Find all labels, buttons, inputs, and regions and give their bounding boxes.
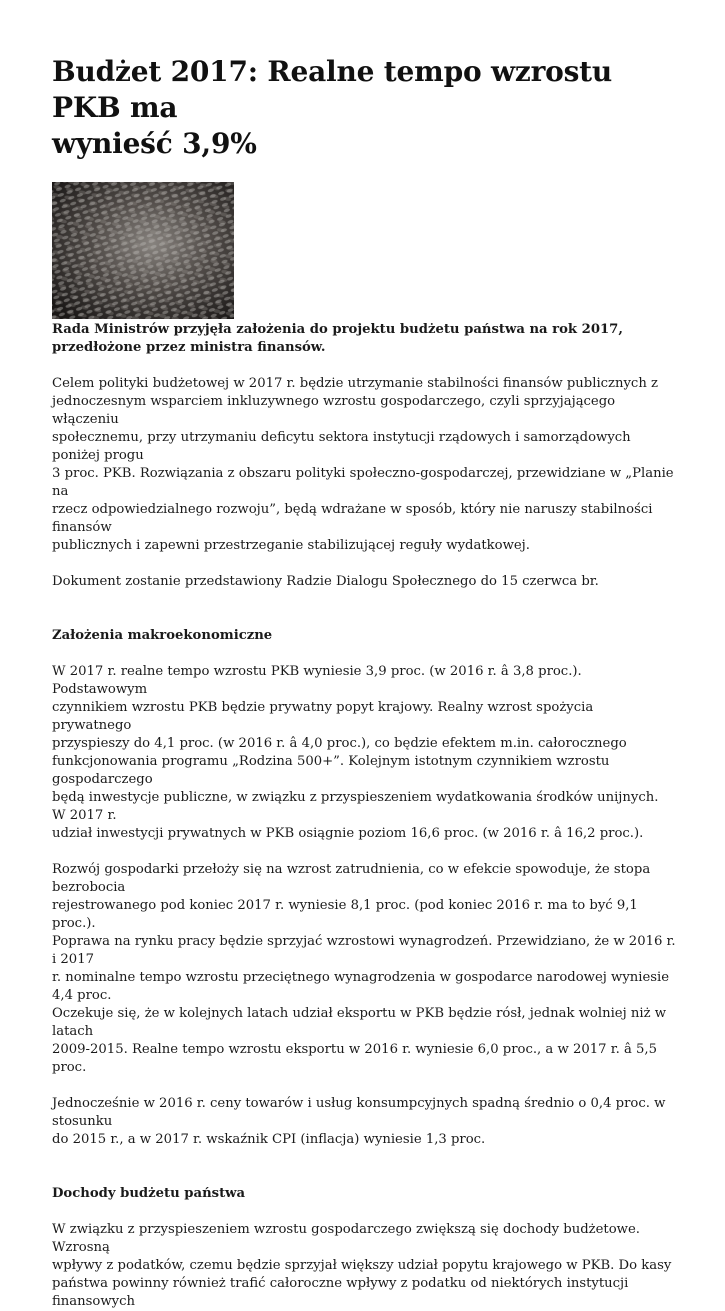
coins-photo [52, 182, 234, 319]
macro-paragraph-1: W 2017 r. realne tempo wzrostu PKB wyniesie 3,9 proc. (w 2016 r. â 3,8 proc.). Podstawowym czynnikiem wzrostu PKB będzie prywatny popyt krajowy. Realny wzrost spożycia prywatnego przyspieszy do 4,1 proc. (w 2016 r. â 4,0 proc.), co będzie efektem m.in. całorocznego funkcjonowania programu „Rodzina 500+”. Kolejnym istotnym czynnikiem wzrostu gospodarczego będą inwestycje publiczne, w związku z przyspieszeniem wydatkowania środków unijnych. W 2017 r. udział inwestycji prywatnych w PKB osiągnie poziom 16,6 proc. (w 2016 r. â 16,2 proc.). [52, 664, 659, 841]
article-lead: Rada Ministrów przyjęła założenia do projektu budżetu państwa na rok 2017, przedłożone przez ministra finansów. [52, 322, 623, 355]
article [52, 54, 676, 1311]
macro-paragraph-3: Jednocześnie w 2016 r. ceny towarów i usług konsumpcyjnych spadną średnio o 0,4 proc. w stosunku do 2015 r., a w 2017 r. wskaźnik CPI (inflacja) wyniesie 1,3 proc. [52, 1096, 666, 1147]
macro-paragraph-2: Rozwój gospodarki przełoży się na wzrost zatrudnienia, co w efekcie spowoduje, że stopa bezrobocia rejestrowanego pod koniec 2017 r. wyniesie 8,1 proc. (pod koniec 2016 r. ma to być 9,1 proc.). Poprawa na rynku pracy będzie sprzyjać wzrostowi wynagrodzeń. Przewidziano, że w 2016 r. i 2017 r. nominalne tempo wzrostu przeciętnego wynagrodzenia w gospodarce narodowej wyniesie 4,4 proc. Oczekuje się, że w kolejnych latach udział eksportu w PKB będzie rósł, jednak wolniej niż w latach 2009-2015. Realne tempo wzrostu eksportu w 2016 r. wyniesie 6,0 proc., a w 2017 r. â 5,5 proc. [52, 862, 676, 1075]
section-heading-revenue: Dochody budżetu państwa [52, 1186, 246, 1201]
article-title [52, 54, 676, 162]
section-heading-macro: Założenia makroekonomiczne [52, 628, 273, 643]
article-title-line-1: Budżet 2017: Realne tempo wzrostu PKB ma [52, 55, 613, 124]
intro-paragraph-1: Celem polityki budżetowej w 2017 r. będzie utrzymanie stabilności finansów publicznych z jednoczesnym wsparciem inkluzywnego wzrostu gospodarczego, czyli sprzyjającego włączeniu społecznemu, przy utrzymaniu deficytu sektora instytucji rządowych i samorządowych poniżej progu 3 proc. PKB. Rozwiązania z obszaru polityki społeczno-gospodarczej, przewidziane w „Planie na rzecz odpowiedzialnego rozwoju”, będą wdrażane w sposób, który nie naruszy stabilności finansów publicznych i zapewni przestrzeganie stabilizującej reguły wydatkowej. [52, 376, 674, 553]
revenue-paragraph-1: W związku z przyspieszeniem wzrostu gospodarczego zwiększą się dochody budżetowe. Wzrosną wpływy z podatków, czemu będzie sprzyjał większy udział popytu krajowego w PKB. Do kasy państwa powinny również trafić całoroczne wpływy z podatku od niektórych instytucji finansowych [52, 1222, 672, 1309]
intro-paragraph-2: Dokument zostanie przedstawiony Radzie Dialogu Społecznego do 15 czerwca br. [52, 574, 599, 589]
article-title-line-2: wynieść 3,9% [52, 127, 257, 160]
